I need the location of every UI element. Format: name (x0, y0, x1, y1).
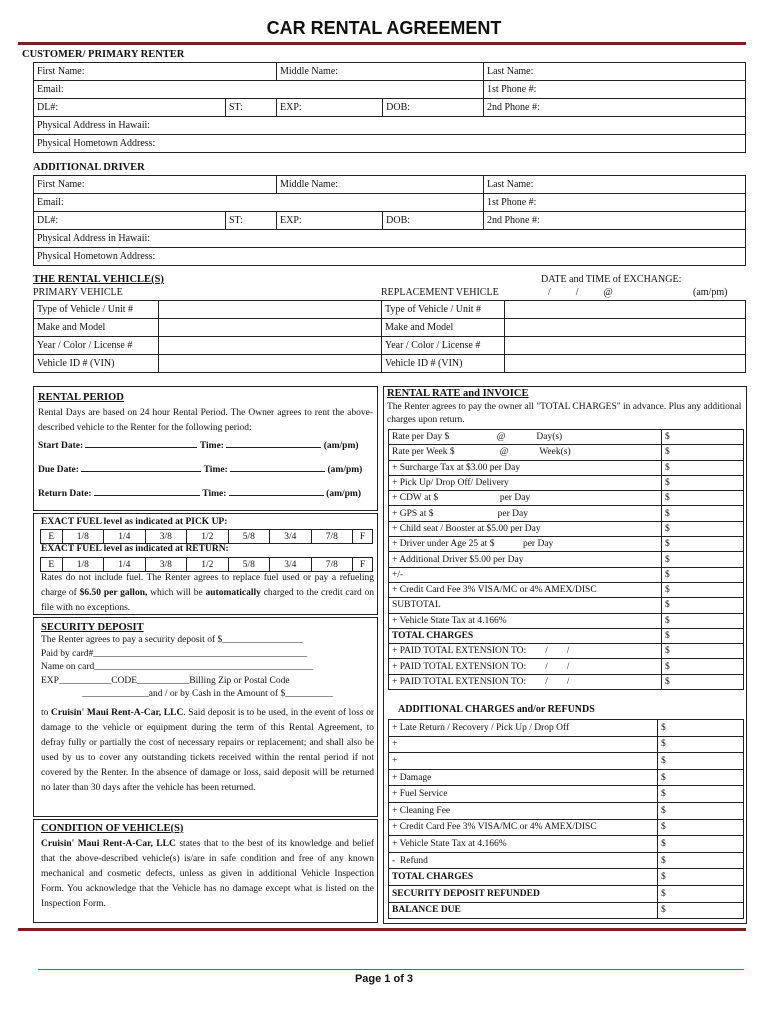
fuel-return-7-8[interactable]: 7/8 (311, 558, 353, 572)
additional-label: + (389, 753, 658, 770)
additional-row (389, 720, 744, 737)
invoice-amount-field[interactable]: $ (662, 644, 744, 659)
additional-row (389, 819, 744, 836)
page-title: CAR RENTAL AGREEMENT (266, 18, 502, 38)
invoice-row (389, 460, 744, 475)
deposit-name-field[interactable]: Name on card______________________________________________ (41, 662, 313, 672)
replacement-type-field[interactable] (505, 301, 746, 319)
additional-label: + Fuel Service (389, 786, 658, 803)
return-date-label: Return Date: (38, 489, 92, 499)
additional-phone2-field[interactable]: 2nd Phone #: (484, 212, 746, 230)
invoice-amount-field[interactable]: $ (662, 659, 744, 674)
start-date-label: Start Date: (38, 441, 84, 451)
fuel-return-1-8[interactable]: 1/8 (62, 558, 104, 572)
invoice-amount-field[interactable]: $ (662, 674, 744, 689)
fuel-note-price: $6.50 per gallon, (79, 588, 148, 598)
fuel-return-3-4[interactable]: 3/4 (270, 558, 312, 572)
invoice-row (389, 628, 744, 643)
primary-type-field[interactable] (159, 301, 382, 319)
return-ampm-label: (am/pm) (326, 489, 361, 499)
additional-label: + Cleaning Fee (389, 802, 658, 819)
vehicle-table (33, 300, 746, 373)
invoice-amount-field[interactable]: $ (662, 598, 744, 613)
additional-row (389, 769, 744, 786)
invoice-row (389, 659, 744, 674)
invoice-row (389, 445, 744, 460)
start-time-label: Time: (199, 441, 224, 451)
invoice-label: TOTAL CHARGES (389, 628, 662, 643)
additional-label: + Late Return / Recovery / Pick Up / Drop Off (389, 720, 658, 737)
additional-amount-field[interactable]: $ (658, 902, 744, 919)
invoice-row (389, 491, 744, 506)
invoice-amount-field[interactable]: $ (662, 628, 744, 643)
invoice-heading: RENTAL RATE and INVOICE (387, 388, 529, 399)
fuel-note-auto: automatically (205, 588, 261, 598)
additional-amount-field[interactable]: $ (658, 753, 744, 770)
replacement-type-label: Type of Vehicle / Unit # (382, 301, 505, 319)
invoice-row (389, 552, 744, 567)
invoice-amount-field[interactable]: $ (662, 613, 744, 628)
invoice-row (389, 598, 744, 613)
invoice-amount-field[interactable]: $ (662, 506, 744, 521)
additional-amount-field[interactable]: $ (658, 869, 744, 886)
primary-make-field[interactable] (159, 319, 382, 337)
additional-row (389, 902, 744, 919)
primary-vin-label: Vehicle ID # (VIN) (34, 355, 159, 373)
invoice-label: Rate per Week $ @ Week(s) (389, 445, 662, 460)
invoice-amount-field[interactable]: $ (662, 521, 744, 536)
fuel-pickup-e[interactable]: E (41, 530, 63, 544)
customer-first-name-field[interactable]: First Name: (34, 63, 277, 81)
invoice-label: + Credit Card Fee 3% VISA/MC or 4% AMEX/DISC (389, 582, 662, 597)
deposit-exp-code-field[interactable]: EXP___________CODE___________Billing Zip or Postal Code (41, 675, 290, 686)
fuel-pickup-1-2[interactable]: 1/2 (187, 530, 229, 544)
fuel-return-3-8[interactable]: 3/8 (145, 558, 187, 572)
exchange-date-field[interactable]: / / @ (548, 287, 613, 298)
additional-row (389, 753, 744, 770)
additional-amount-field[interactable]: $ (658, 769, 744, 786)
invoice-amount-field[interactable]: $ (662, 491, 744, 506)
additional-amount-field[interactable]: $ (658, 802, 744, 819)
customer-email-field[interactable]: Email: (34, 81, 484, 99)
invoice-amount-field[interactable]: $ (662, 567, 744, 582)
fuel-box (33, 513, 378, 615)
condition-heading: CONDITION OF VEHICLE(S) (41, 823, 184, 834)
fuel-pickup-3-8[interactable]: 3/8 (145, 530, 187, 544)
deposit-cash-field[interactable]: ______________and / or by Cash in the Amount of $__________ (82, 689, 333, 699)
customer-exp-field[interactable]: EXP: (277, 99, 383, 117)
additional-exp-field[interactable]: EXP: (277, 212, 383, 230)
fuel-return-e[interactable]: E (41, 558, 63, 572)
exchange-label: DATE and TIME of EXCHANGE: (541, 274, 682, 285)
invoice-amount-field[interactable]: $ (662, 552, 744, 567)
replacement-make-label: Make and Model (382, 319, 505, 337)
invoice-row (389, 521, 744, 536)
condition-text-body: states that to the best of its knowledge and belief that the above-described vehicle(s) is/are in safe condition and free of any known mechanical and cosmetic defects, unless as given in additional Vehicle Inspection Form. You acknowledge that the Vehicle has no damage except what is listed on the Inspection Form. (41, 839, 374, 909)
fuel-note (41, 571, 374, 616)
additional-address-hawaii-field[interactable]: Physical Address in Hawaii: (34, 230, 746, 248)
additional-amount-field[interactable]: $ (658, 786, 744, 803)
replacement-year-field[interactable] (505, 337, 746, 355)
customer-phone1-field[interactable]: 1st Phone #: (484, 81, 746, 99)
primary-type-label: Type of Vehicle / Unit # (34, 301, 159, 319)
page-number: Page 1 of 3 (354, 973, 414, 985)
invoice-label: + Child seat / Booster at $5.00 per Day (389, 521, 662, 536)
additional-dob-field[interactable]: DOB: (383, 212, 484, 230)
deposit-amount-field[interactable]: The Renter agrees to pay a security deposit of $_________________ (41, 635, 303, 645)
footer-divider (38, 969, 744, 970)
fuel-pickup-f[interactable]: F (353, 530, 373, 544)
fuel-return-scale[interactable] (40, 557, 373, 572)
additional-driver-table (33, 175, 746, 266)
invoice-label: Rate per Day $ @ Day(s) (389, 430, 662, 445)
additional-first-name-field[interactable]: First Name: (34, 176, 277, 194)
fuel-pickup-1-8[interactable]: 1/8 (62, 530, 104, 544)
additional-label: + (389, 736, 658, 753)
invoice-label: SUBTOTAL (389, 598, 662, 613)
invoice-row (389, 475, 744, 490)
customer-address-hawaii-field[interactable]: Physical Address in Hawaii: (34, 117, 746, 135)
additional-amount-field[interactable]: $ (658, 885, 744, 902)
fuel-note-part1: Rates do not include fuel. The Renter agrees to replace fuel used or pay a refueling charge of (41, 573, 374, 598)
invoice-label: + PAID TOTAL EXTENSION TO: / / (389, 659, 662, 674)
invoice-box (383, 386, 747, 924)
additional-row (389, 786, 744, 803)
invoice-amount-field[interactable]: $ (662, 582, 744, 597)
invoice-label: + GPS at $ per Day (389, 506, 662, 521)
rental-period-text: Rental Days are based on 24 hour Rental Period. The Owner agrees to rent the above-described vehicle to the Renter for the following period: (38, 408, 373, 433)
additional-amount-field[interactable]: $ (658, 836, 744, 853)
customer-middle-name-field[interactable]: Middle Name: (277, 63, 484, 81)
additional-row (389, 836, 744, 853)
return-date-row[interactable] (38, 489, 374, 499)
additional-amount-field[interactable]: $ (658, 852, 744, 869)
fuel-return-f[interactable]: F (353, 558, 373, 572)
replacement-make-field[interactable] (505, 319, 746, 337)
additional-label: BALANCE DUE (389, 902, 658, 919)
additional-label: + Vehicle State Tax at 4.166% (389, 836, 658, 853)
due-ampm-label: (am/pm) (327, 465, 363, 475)
customer-st-field[interactable]: ST: (226, 99, 277, 117)
additional-amount-field[interactable]: $ (658, 736, 744, 753)
replacement-vin-label: Vehicle ID # (VIN) (382, 355, 505, 373)
invoice-row (389, 644, 744, 659)
exchange-ampm-label: (am/pm) (693, 287, 728, 298)
deposit-company: Cruisin' Maui Rent-A-Car, LLC (51, 708, 184, 718)
return-time-label: Time: (202, 489, 227, 499)
additional-label: TOTAL CHARGES (389, 869, 658, 886)
invoice-row (389, 537, 744, 552)
deposit-text-body: . Said deposit is to be used, in the event of loss or damage to the vehicle or equipment during the term of this Rental Agreement, to defray fully or partially the cost of necessary repairs or replacement; and shall also be used by us to cover any outstanding tickets received within the rental period if not covered by the Renter. In the absence of damage or loss, said deposit will be returned no later than 30 days after the vehicle has been returned. (41, 708, 374, 793)
fuel-pickup-5-8[interactable]: 5/8 (228, 530, 270, 544)
additional-charges-heading: ADDITIONAL CHARGES and/or REFUNDS (398, 704, 595, 715)
additional-label: SECURITY DEPOSIT REFUNDED (389, 885, 658, 902)
additional-row (389, 802, 744, 819)
due-date-label: Due Date: (38, 465, 79, 475)
deposit-text-pre: to (41, 708, 49, 718)
invoice-label: +/- (389, 567, 662, 582)
start-date-row[interactable] (38, 441, 374, 451)
bottom-divider (18, 928, 746, 931)
invoice-label: + CDW at $ per Day (389, 491, 662, 506)
additional-amount-field[interactable]: $ (658, 720, 744, 737)
fuel-return-label: EXACT FUEL level as indicated at RETURN: (41, 544, 229, 554)
additional-st-field[interactable]: ST: (226, 212, 277, 230)
invoice-amount-field[interactable]: $ (662, 460, 744, 475)
primary-vehicle-label: PRIMARY VEHICLE (33, 287, 123, 298)
fuel-return-1-4[interactable]: 1/4 (104, 558, 146, 572)
additional-row (389, 852, 744, 869)
invoice-amount-field[interactable]: $ (662, 430, 744, 445)
invoice-table (388, 429, 744, 690)
additional-row (389, 885, 744, 902)
fuel-pickup-7-8[interactable]: 7/8 (311, 530, 353, 544)
condition-text (41, 837, 374, 912)
additional-label: + Damage (389, 769, 658, 786)
condition-company: Cruisin' Maui Rent-A-Car, LLC (41, 839, 176, 849)
rental-period-box (33, 386, 378, 511)
title-divider (18, 42, 746, 45)
fuel-note-part3: charged to the credit card on file with no exceptions. (41, 588, 375, 613)
fuel-return-1-2[interactable]: 1/2 (187, 558, 229, 572)
replacement-vin-field[interactable] (505, 355, 746, 373)
additional-label: + Credit Card Fee 3% VISA/MC or 4% AMEX/DISC (389, 819, 658, 836)
additional-email-field[interactable]: Email: (34, 194, 484, 212)
security-deposit-box (33, 617, 378, 817)
condition-box (33, 819, 378, 923)
additional-row (389, 869, 744, 886)
invoice-amount-field[interactable]: $ (662, 537, 744, 552)
additional-middle-name-field[interactable]: Middle Name: (277, 176, 484, 194)
invoice-row (389, 430, 744, 445)
customer-dob-field[interactable]: DOB: (383, 99, 484, 117)
customer-address-home-field[interactable]: Physical Hometown Address: (34, 135, 746, 153)
primary-make-label: Make and Model (34, 319, 159, 337)
deposit-card-field[interactable]: Paid by card#_____________________________________________ (41, 648, 307, 659)
additional-driver-heading: ADDITIONAL DRIVER (33, 162, 145, 173)
invoice-label: + Vehicle State Tax at 4.166% (389, 613, 662, 628)
invoice-row (389, 582, 744, 597)
due-time-label: Time: (203, 465, 228, 475)
fuel-pickup-label: EXACT FUEL level as indicated at PICK UP: (41, 517, 228, 527)
primary-year-label: Year / Color / License # (34, 337, 159, 355)
primary-year-field[interactable] (159, 337, 382, 355)
customer-last-name-field[interactable]: Last Name: (484, 63, 746, 81)
invoice-label: + PAID TOTAL EXTENSION TO: / / (389, 644, 662, 659)
fuel-return-5-8[interactable]: 5/8 (228, 558, 270, 572)
invoice-row (389, 674, 744, 689)
invoice-label: + PAID TOTAL EXTENSION TO: / / (389, 674, 662, 689)
fuel-pickup-3-4[interactable]: 3/4 (270, 530, 312, 544)
customer-dl-field[interactable]: DL#: (34, 99, 226, 117)
due-date-row[interactable] (38, 465, 374, 475)
invoice-amount-field[interactable]: $ (662, 475, 744, 490)
invoice-label: + Surcharge Tax at $3.00 per Day (389, 460, 662, 475)
start-ampm-label: (am/pm) (323, 441, 359, 451)
primary-vin-field[interactable] (159, 355, 382, 373)
invoice-label: + Driver under Age 25 at $ per Day (389, 537, 662, 552)
additional-last-name-field[interactable]: Last Name: (484, 176, 746, 194)
invoice-label: + Additional Driver $5.00 per Day (389, 552, 662, 567)
additional-row (389, 736, 744, 753)
additional-charges-table (388, 719, 744, 919)
fuel-pickup-scale[interactable] (40, 529, 373, 544)
deposit-text (41, 706, 374, 796)
replacement-year-label: Year / Color / License # (382, 337, 505, 355)
customer-phone2-field[interactable]: 2nd Phone #: (484, 99, 746, 117)
invoice-intro: The Renter agrees to pay the owner all "TOTAL CHARGES" in advance. Plus any additional charges upon return. (387, 402, 742, 425)
additional-amount-field[interactable]: $ (658, 819, 744, 836)
invoice-row (389, 613, 744, 628)
customer-table (33, 62, 746, 153)
fuel-note-part2: which will be (150, 588, 203, 598)
additional-dl-field[interactable]: DL#: (34, 212, 226, 230)
additional-label: - Refund (389, 852, 658, 869)
rental-period-heading: RENTAL PERIOD (38, 392, 124, 403)
additional-address-home-field[interactable]: Physical Hometown Address: (34, 248, 746, 266)
customer-heading: CUSTOMER/ PRIMARY RENTER (22, 49, 185, 60)
additional-phone1-field[interactable]: 1st Phone #: (484, 194, 746, 212)
replacement-vehicle-label: REPLACEMENT VEHICLE (381, 287, 499, 298)
deposit-heading: SECURITY DEPOSIT (41, 622, 144, 633)
invoice-label: + Pick Up/ Drop Off/ Delivery (389, 475, 662, 490)
invoice-row (389, 567, 744, 582)
invoice-row (389, 506, 744, 521)
vehicle-heading: THE RENTAL VEHICLE(S) (33, 274, 164, 285)
fuel-pickup-1-4[interactable]: 1/4 (104, 530, 146, 544)
invoice-amount-field[interactable]: $ (662, 445, 744, 460)
